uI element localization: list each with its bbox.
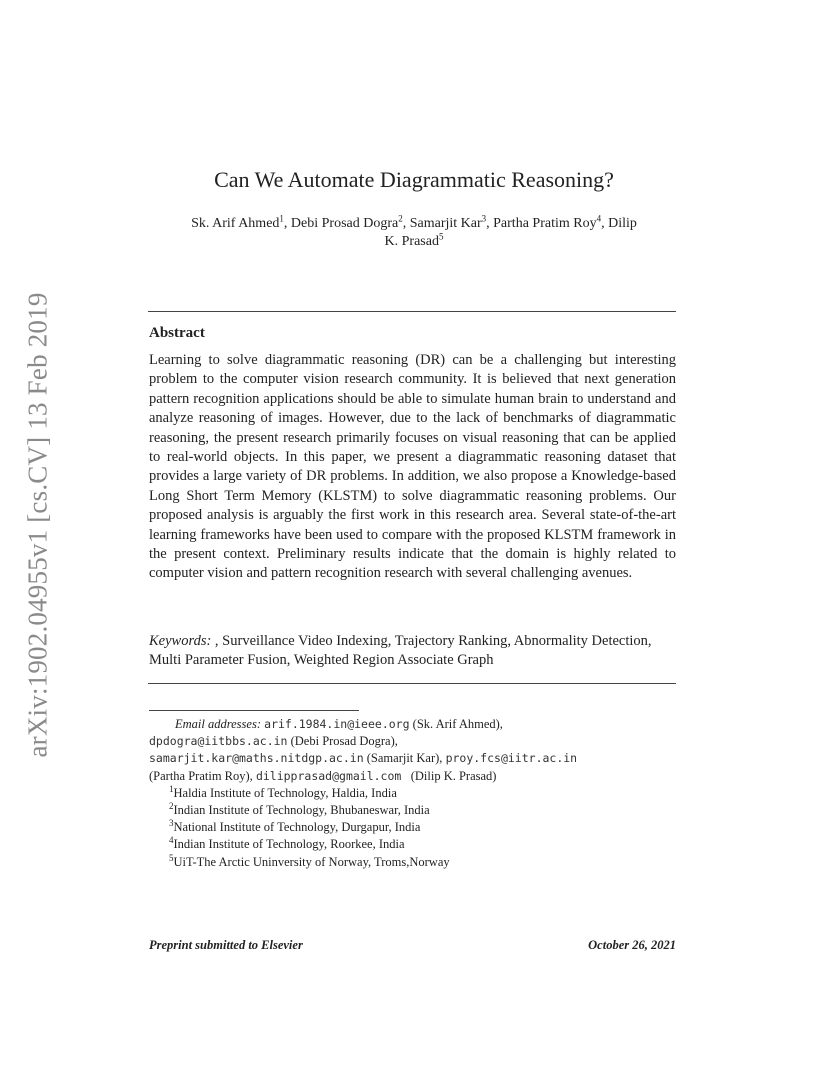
keywords-label: Keywords: <box>149 633 212 649</box>
affiliation <box>149 802 669 819</box>
email-line <box>149 768 669 785</box>
author-name: Debi Prosad Dogra <box>290 216 399 231</box>
abstract-body: Learning to solve diagrammatic reasoning (DR) can be a challenging but interesting problem to the computer vision research community. It is believed that next generation pattern recognition applications should be able to simulate human brain to understand and analyze reasoning of images. However, due to the lack of benchmarks of diagrammatic reasoning, the present research primarily focuses on visual reasoning that can be applied to real-world objects. In this paper, we present a diagrammatic reasoning dataset that provides a large variety of DR problems. In addition, we also propose a Knowledge-based Long Short Term Memory (KLSTM) to solve diagrammatic reasoning problems. Our proposed analysis is arguably the first work in this research area. Several state-of-the-art learning frameworks have been used to compare with the proposed KLSTM framework in the present context. Preliminary results indicate that the domain is highly related to computer vision and pattern recognition research with several challenging avenues. <box>149 352 676 582</box>
email-address[interactable]: samarjit.kar@maths.nitdgp.ac.in <box>149 751 364 766</box>
preprint-note: Preprint submitted to Elsevier <box>149 938 303 952</box>
affiliation-mark: 1 <box>169 783 174 794</box>
author-name: Sk. Arif Ahmed <box>191 216 280 231</box>
author-affiliation-mark: 5 <box>438 231 444 242</box>
affiliation-mark: 5 <box>169 852 174 863</box>
affiliation <box>149 785 669 802</box>
arxiv-identifier: arXiv:1902.04955v1 [cs.CV] 13 Feb 2019 <box>22 292 53 758</box>
author-list: Sk. Arif Ahmed$^1$, Debi Prosad Dogra$^2$, Samarjit Kar$^3$, Partha Pratim Roy$^4$, Dilip K. Prasad$^5$ <box>191 213 637 249</box>
affiliation-text: Indian Institute of Technology, Roorkee, India <box>173 837 405 852</box>
affiliation-mark: 3 <box>169 818 174 829</box>
email-address[interactable]: arif.1984.in@ieee.org <box>264 717 410 731</box>
affiliation <box>149 854 669 871</box>
author-affiliation-mark: 1 <box>279 213 284 224</box>
arxiv-sidebar <box>14 290 62 760</box>
email-line <box>149 716 669 733</box>
affiliation-text: UiT-The Arctic Uninversity of Norway, Troms,Norway <box>173 854 450 869</box>
author-affiliation-mark: 4 <box>596 213 602 224</box>
email-line <box>149 733 669 750</box>
affiliation <box>149 819 669 836</box>
email-address[interactable]: dilipprasad@gmail.com <box>255 768 402 783</box>
email-owner: (Dilip K. Prasad) <box>410 768 497 783</box>
affiliation-text: Haldia Institute of Technology, Haldia, India <box>173 785 397 800</box>
email-address[interactable]: proy.fcs@iitr.ac.in <box>445 751 578 766</box>
abstract-top-rule <box>148 311 676 312</box>
author-affiliation-mark: 3 <box>481 213 487 224</box>
keywords-text: , Surveillance Video Indexing, Trajectory Ranking, Abnormality Detection, Multi Parameter Fusion, Weighted Region Associate Graph <box>149 633 652 669</box>
footnote-rule <box>149 710 359 711</box>
email-label: Email addresses: <box>175 717 261 731</box>
affiliation <box>149 836 669 853</box>
abstract-heading: Abstract <box>149 325 205 341</box>
email-owner: (Sk. Arif Ahmed), <box>412 717 503 731</box>
email-owner: (Samarjit Kar), <box>366 751 443 766</box>
author-name: Samarjit Kar <box>409 216 482 231</box>
paper-title: Can We Automate Diagrammatic Reasoning? <box>214 167 614 192</box>
affiliation-mark: 2 <box>169 800 174 811</box>
abstract-bottom-rule <box>148 683 676 684</box>
affiliation-mark: 4 <box>169 835 174 846</box>
footer-date: October 26, 2021 <box>588 938 676 952</box>
affiliation-text: Indian Institute of Technology, Bhubaneswar, India <box>173 803 430 818</box>
author-name: Partha Pratim Roy <box>493 216 597 231</box>
email-owner: (Debi Prosad Dogra), <box>290 734 398 749</box>
author-name: K. Prasad <box>384 234 439 249</box>
author-name: Dilip <box>608 216 637 231</box>
affiliation-text: National Institute of Technology, Durgapur, India <box>173 820 421 835</box>
footnotes <box>149 716 669 871</box>
author-affiliation-mark: 2 <box>398 213 403 224</box>
keywords <box>149 632 676 671</box>
email-line <box>149 750 669 767</box>
email-owner: (Partha Pratim Roy), <box>149 768 253 783</box>
email-address[interactable]: dpdogra@iitbbs.ac.in <box>149 734 288 749</box>
